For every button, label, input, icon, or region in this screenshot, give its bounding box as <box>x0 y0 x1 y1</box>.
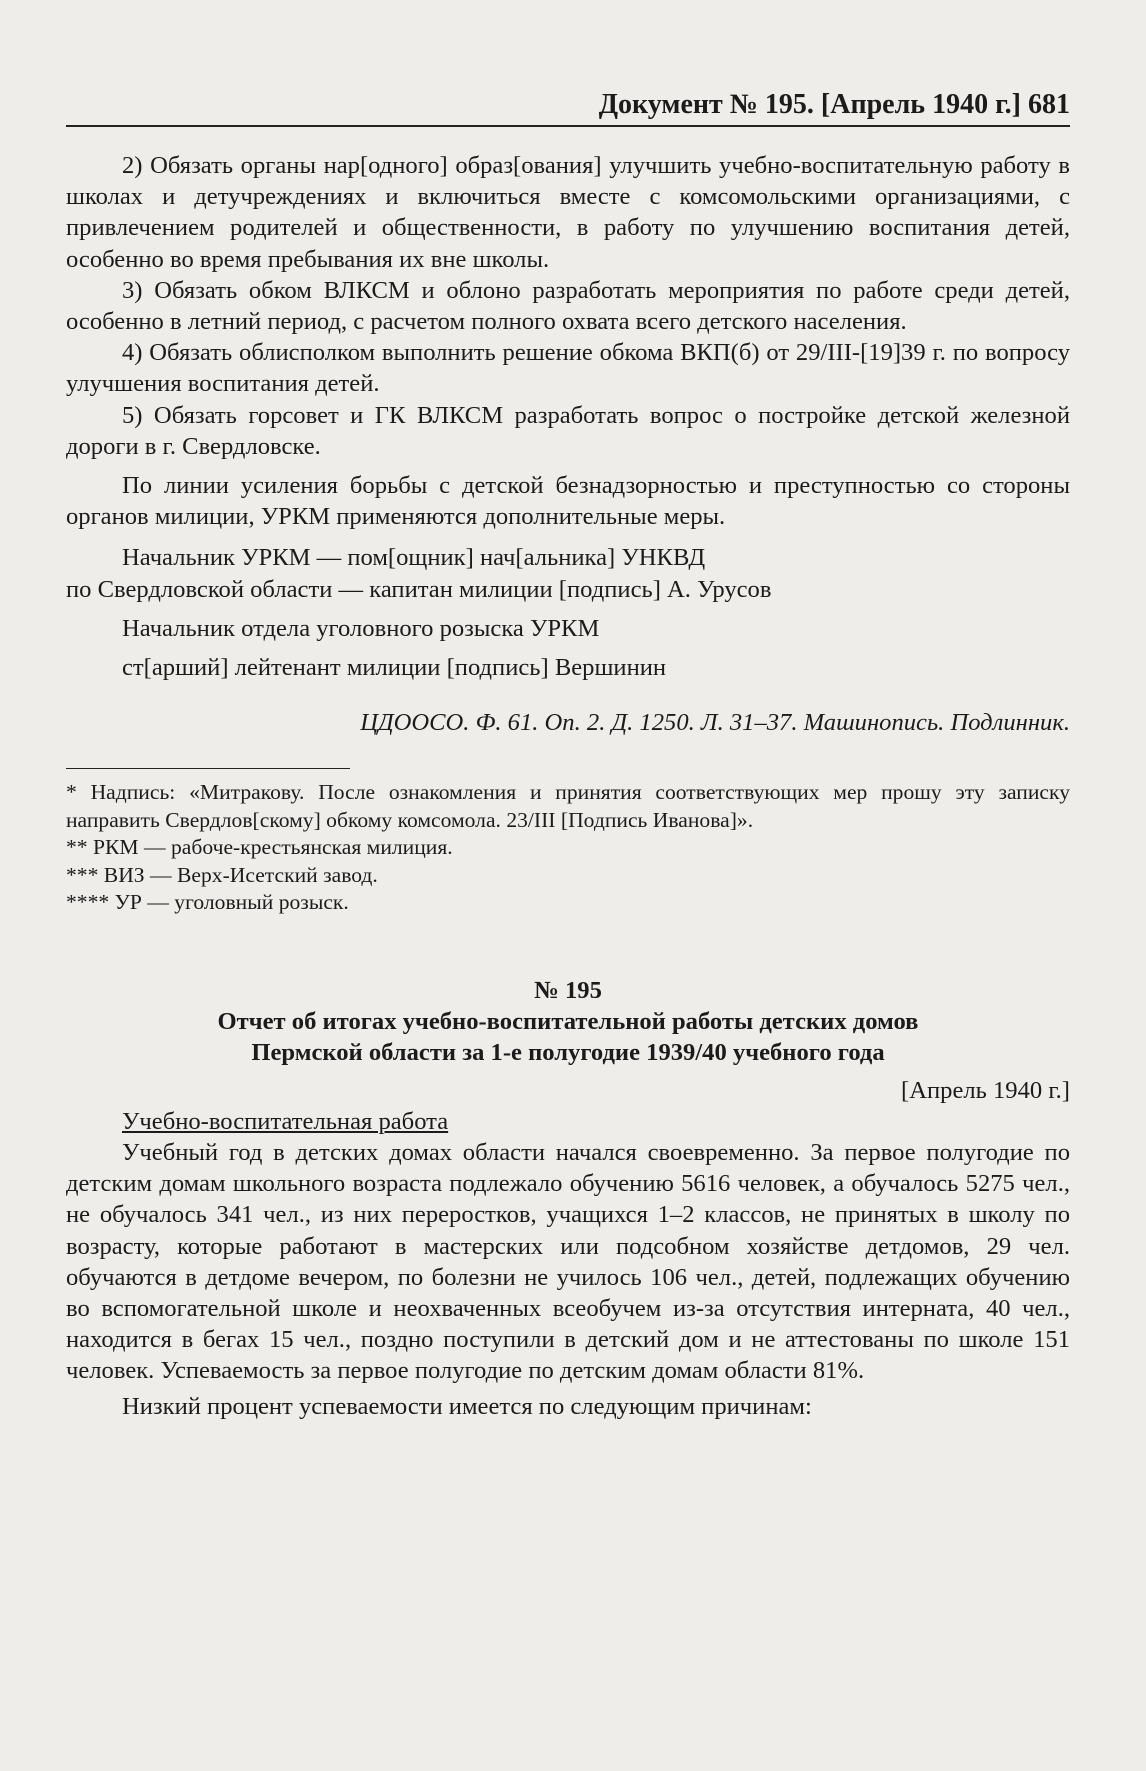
document-number: № 195 <box>534 976 602 1004</box>
page-body <box>66 150 1070 1422</box>
paragraph: Учебный год в детских домах области начался своевременно. За первое полугодие по детским домам школьного возраста подлежало обучению 5616 человек, а обучалось 5275 чел., не обучалось 341 чел., из них переростков, учащихся 1–2 классов, не принятых в школу по возрасту, которые работают в мастерских или подсобном хозяйстве детдомов, 29 чел. обучаются в детдоме вечером, по болезни не училось 106 чел., детей, подлежащих обучению во вспомогательной школе и неохваченных всеобучем из-за отсутствия интерната, 40 чел., находится в бегах 15 чел., поздно поступили в детский дом и не аттестованы по школе 151 человек. Успеваемость за первое полугодие по детским домам области 81%. <box>66 1138 1070 1385</box>
footnotes <box>66 779 1070 917</box>
header-rule <box>66 125 1070 127</box>
paragraph: Низкий процент успеваемости имеется по следующим причинам: <box>122 1392 812 1420</box>
footnote: * Надпись: «Митракову. После ознакомления и принятия соответствующих мер прошу эту записку направить Свердлов[скому] обкому комсомола. 23/III [Подпись Иванова]». <box>66 780 1070 832</box>
signature-block <box>66 542 1070 683</box>
signature-line: ст[арший] лейтенант милиции [подпись] Вершинин <box>122 654 667 682</box>
signature-line: Начальник УРКМ — пом[ощник] нач[альника] УНКВД <box>122 544 706 572</box>
section-heading: Учебно-воспитательная работа <box>122 1107 449 1135</box>
document-date: [Апрель 1940 г.] <box>901 1076 1070 1104</box>
paragraph: 5) Обязать горсовет и ГК ВЛКСМ разработать вопрос о постройке детской железной дороги в г. Свердловске. <box>66 401 1070 460</box>
footnote: **** УР — уголовный розыск. <box>66 890 349 915</box>
document-title-line: Отчет об итогах учебно-воспитательной работы детских домов <box>217 1008 919 1036</box>
running-header: Документ № 195. [Апрель 1940 г.] 681 <box>598 89 1070 120</box>
paragraph: 2) Обязать органы нар[одного] образ[ования] улучшить учебно-воспитательную работу в школах и детучреждениях и включиться вместе с комсомольскими организациями, с привлечением родителей и общественности, в работу по улучшению воспитания детей, особенно во время пребывания их вне школы. <box>66 152 1070 273</box>
footnote: ** РКМ — рабоче-крестьянская милиция. <box>66 835 453 860</box>
archive-source: ЦДООСО. Ф. 61. Оп. 2. Д. 1250. Л. 31–37. Машинопись. Подлинник. <box>360 709 1070 737</box>
paragraph: По линии усиления борьбы с детской безнадзорностью и преступностью со стороны органов милиции, УРКМ применяются дополнительные меры. <box>66 472 1070 531</box>
paragraph: 4) Обязать облисполком выполнить решение обкома ВКП(б) от 29/III-[19]39 г. по вопросу улучшения воспитания детей. <box>66 339 1070 398</box>
footnote-rule <box>66 768 350 769</box>
signature-line: Начальник отдела уголовного розыска УРКМ <box>122 614 600 642</box>
footnote: *** ВИЗ — Верх-Исетский завод. <box>66 862 378 887</box>
paragraph: 3) Обязать обком ВЛКСМ и облоно разработать мероприятия по работе среди детей, особенно в летний период, с расчетом полного охвата всего детского населения. <box>66 276 1070 336</box>
document-title-line: Пермской области за 1-е полугодие 1939/40 учебного года <box>251 1039 885 1067</box>
signature-line: по Свердловской области — капитан милиции [подпись] А. Урусов <box>66 575 772 603</box>
